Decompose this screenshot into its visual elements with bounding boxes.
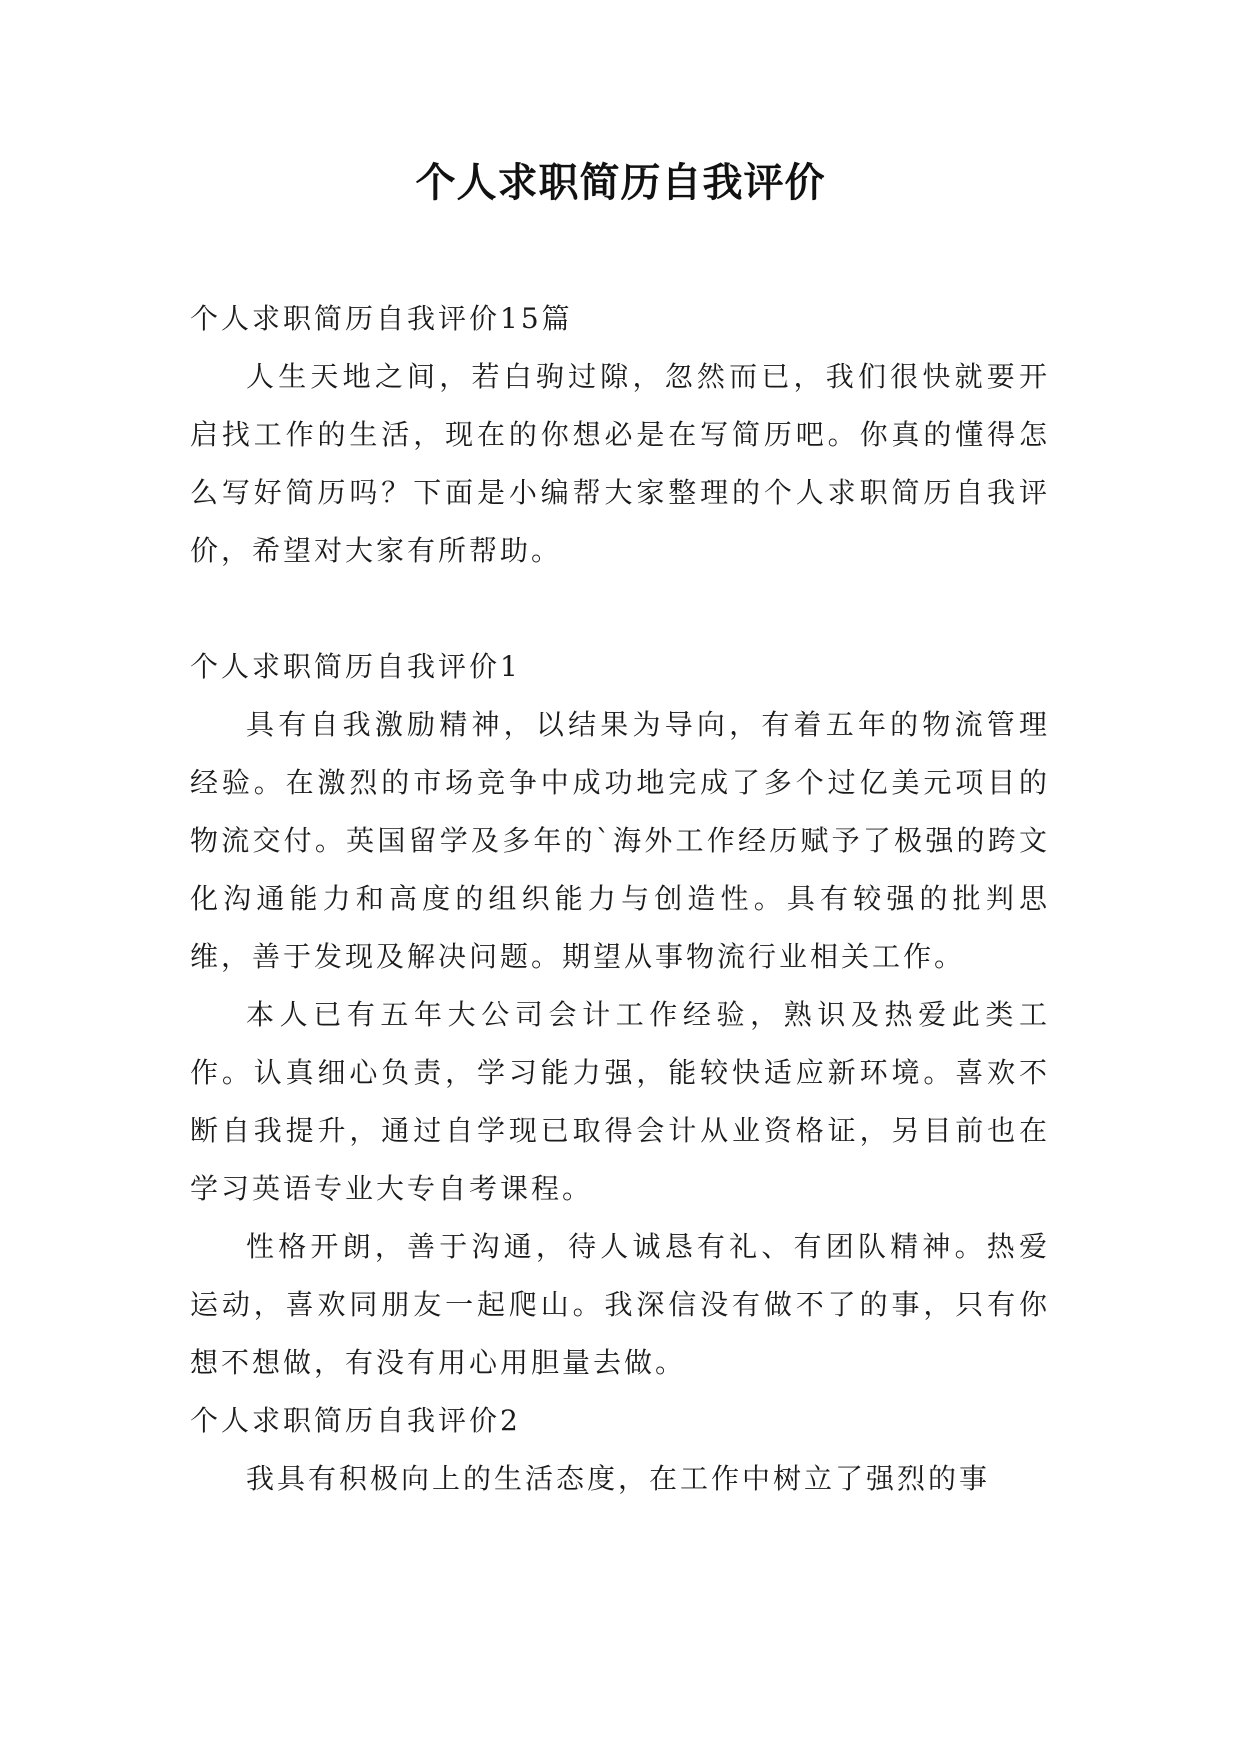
document-subtitle: 个人求职简历自我评价15篇	[190, 302, 573, 335]
section-1-paragraph-3: 性格开朗，善于沟通，待人诚恳有礼、有团队精神。热爱运动，喜欢同朋友一起爬山。我深信没有做不了的事，只有你想不想做，有没有用心用胆量去做。	[190, 1230, 1050, 1379]
spacer	[190, 580, 1050, 638]
section-heading-2: 个人求职简历自我评价2	[190, 1404, 521, 1437]
intro-paragraph: 人生天地之间，若白驹过隙，忽然而已，我们很快就要开启找工作的生活，现在的你想必是在写简历吧。你真的懂得怎么写好简历吗？下面是小编帮大家整理的个人求职简历自我评价，希望对大家有所帮助。	[190, 360, 1050, 567]
section-heading-1: 个人求职简历自我评价1	[190, 650, 521, 683]
document-body	[190, 290, 1050, 1508]
section-1-paragraph-1: 具有自我激励精神，以结果为导向，有着五年的物流管理经验。在激烈的市场竞争中成功地完成了多个过亿美元项目的物流交付。英国留学及多年的`海外工作经历赋予了极强的跨文化沟通能力和高度的组织能力与创造性。具有较强的批判思维，善于发现及解决问题。期望从事物流行业相关工作。	[190, 708, 1050, 973]
section-1-paragraph-2: 本人已有五年大公司会计工作经验，熟识及热爱此类工作。认真细心负责，学习能力强，能较快适应新环境。喜欢不断自我提升，通过自学现已取得会计从业资格证，另目前也在学习英语专业大专自考课程。	[190, 998, 1050, 1205]
document-title: 个人求职简历自我评价	[415, 159, 826, 206]
section-2-paragraph-1: 我具有积极向上的生活态度，在工作中树立了强烈的事	[246, 1462, 991, 1495]
